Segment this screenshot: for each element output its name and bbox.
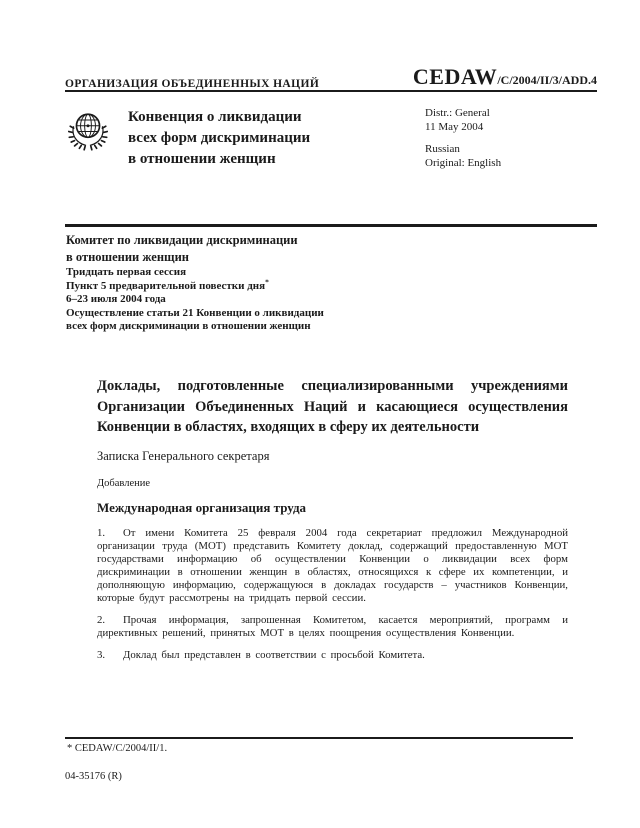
paragraph-2-number: 2.	[97, 614, 106, 626]
agenda-item-title-line1: Осуществление статьи 21 Конвенции о ликвидации	[66, 306, 324, 319]
un-emblem-icon	[64, 106, 112, 158]
paragraph-1	[97, 527, 568, 605]
paragraph-3-text: Доклад был представлен в соответствии с просьбой Комитета.	[123, 649, 425, 661]
section-divider	[65, 224, 597, 227]
document-symbol-main: CEDAW	[412, 64, 498, 89]
paragraph-1-number: 1.	[97, 527, 106, 539]
document-symbol-rest: /C/2004/II/3/ADD.4	[497, 73, 597, 87]
paragraph-1-text: От имени Комитета 25 февраля 2004 года секретариат предложил Международной организации труда (МОТ) представить Комитету доклад, содержащий предоставленную МОТ государствами информацию об осуществлении Конвенции о ликвидации всех форм дискриминации в отношении женщин в областях, относящихся к сфере их компетенции, и дополняющую информацию, содержащуюся в докладах государств – участников Конвенции, которые будут рассмотрены на тридцать первой сессии.	[97, 527, 568, 604]
committee-name-line1: Комитет по ликвидации дискриминации	[66, 233, 298, 247]
agenda-item-title-line2: всех форм дискриминации в отношении женщин	[66, 320, 311, 332]
footnote-text: * CEDAW/C/2004/II/1.	[67, 743, 168, 754]
header-divider	[65, 90, 597, 92]
convention-title-line2: всех форм дискриминации	[128, 130, 311, 146]
organization-name: ОРГАНИЗАЦИЯ ОБЪЕДИНЕННЫХ НАЦИЙ	[65, 78, 320, 90]
paragraph-3-number: 3.	[97, 649, 106, 661]
distr-type: Distr.: General	[425, 107, 490, 119]
paragraph-2	[97, 614, 568, 640]
distr-language: Russian	[425, 143, 460, 155]
distr-date: 11 May 2004	[425, 120, 484, 133]
convention-title	[128, 107, 398, 170]
distr-original: Original: English	[425, 156, 502, 169]
committee-block	[66, 232, 324, 334]
session-dates: 6–23 июля 2004 года	[66, 293, 166, 305]
ilo-section-heading: Международная организация труда	[97, 500, 307, 515]
paragraph-3	[97, 649, 568, 662]
committee-name-line2: в отношении женщин	[66, 250, 189, 264]
note-by-secretary-general: Записка Генерального секретаря	[97, 449, 270, 463]
convention-title-line1: Конвенция о ликвидации	[128, 109, 302, 125]
paragraph-2-text: Прочая информация, запрошенная Комитетом, касается мероприятий, программ и директивных решений, принятых МОТ в целях поощрения осуществления Конвенции.	[97, 614, 568, 639]
convention-title-line3: в отношении женщин	[128, 151, 276, 167]
footnote-reference-marker: *	[265, 276, 269, 286]
document-symbol	[413, 64, 597, 90]
agenda-item-line: Пункт 5 предварительной повестки дня*	[66, 276, 269, 292]
report-title: Доклады, подготовленные специализированными учреждениями Организации Объединенных Наций и касающиеся осуществления Конвенции в областях, входящих в сферу их деятельности	[97, 378, 568, 435]
addendum-label: Добавление	[97, 478, 151, 489]
session-line: Тридцать первая сессия	[66, 266, 187, 278]
body-paragraphs	[97, 527, 568, 671]
footnote-divider	[65, 737, 573, 739]
page-header	[65, 64, 597, 90]
document-job-number: 04-35176 (R)	[65, 771, 122, 782]
distribution-block	[425, 107, 501, 179]
